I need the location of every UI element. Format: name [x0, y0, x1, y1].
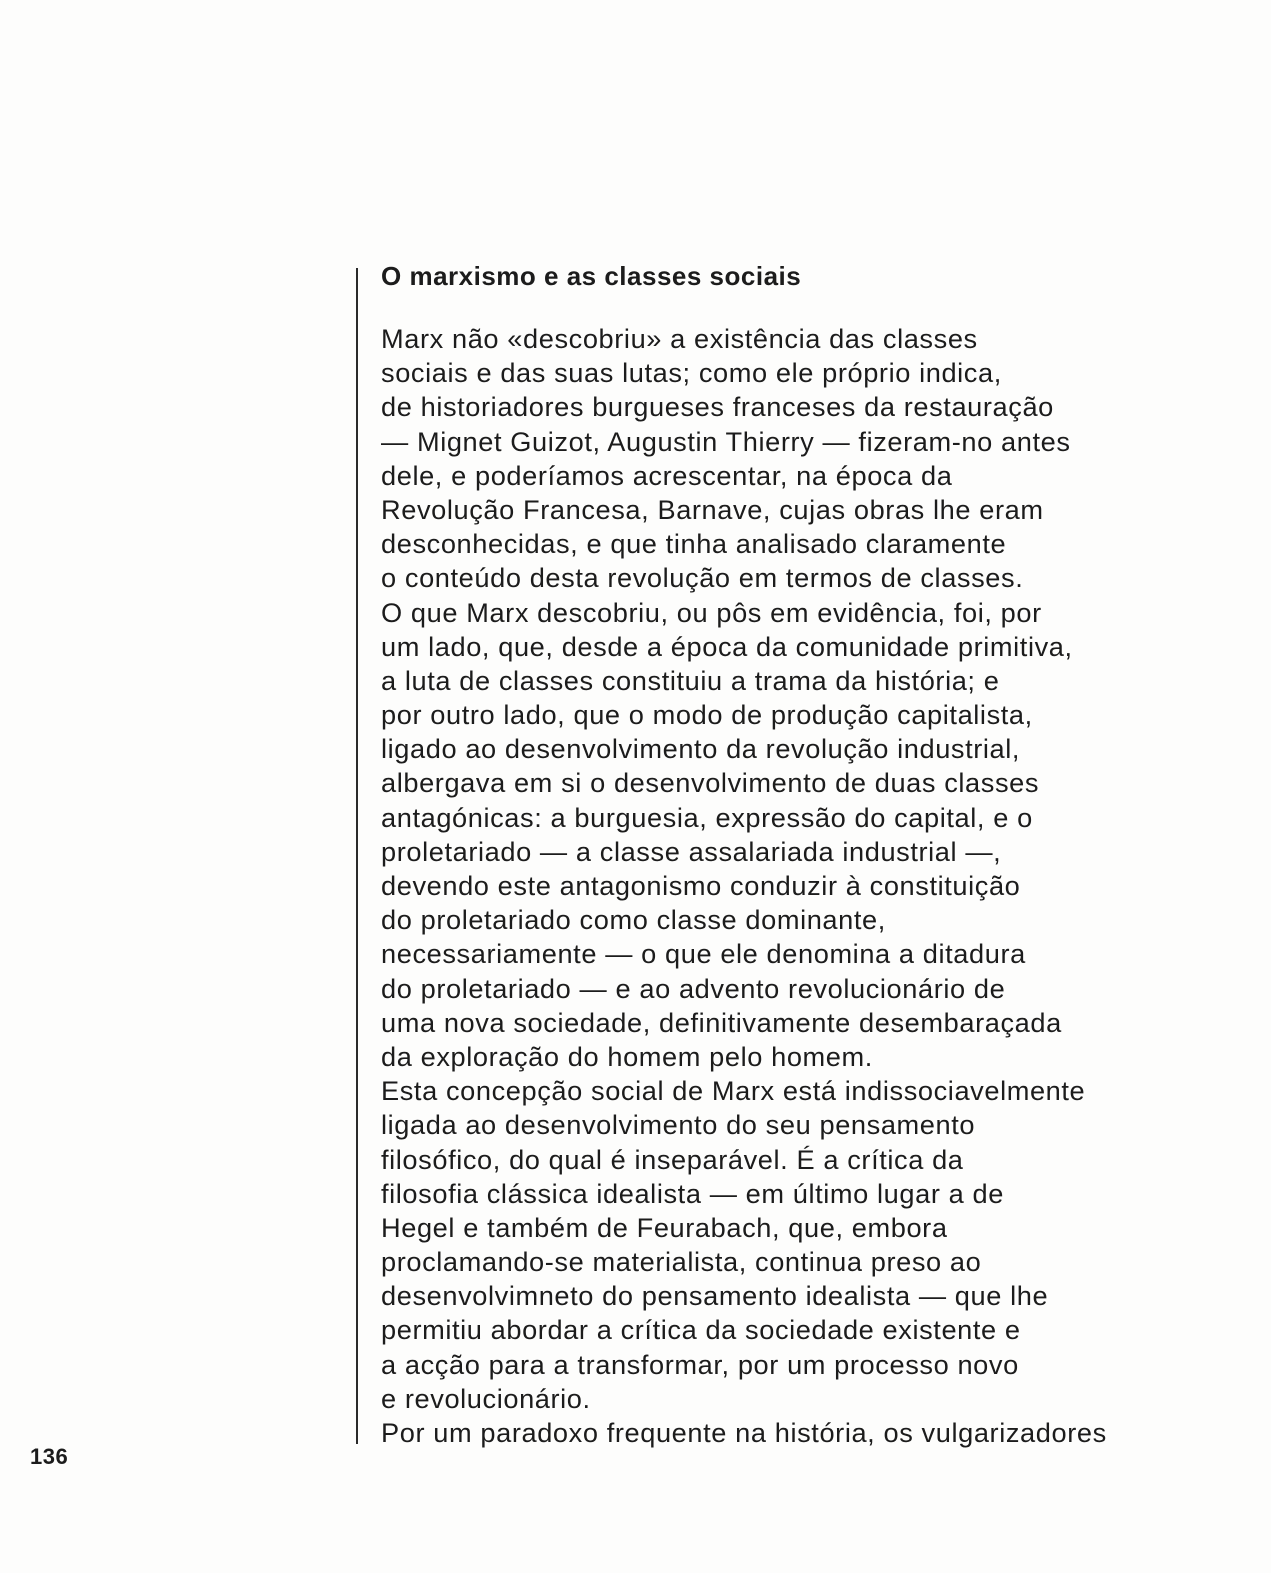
text-line: Marx não «descobriu» a existência das classes — [381, 323, 978, 354]
text-line: antagónicas: a burguesia, expressão do capital, e o — [381, 801, 1033, 833]
text-line: a luta de classes constituiu a trama da história; e — [381, 664, 1000, 696]
text-line: por outro lado, que o modo de produção capitalista, — [381, 699, 1033, 731]
text-column — [381, 252, 1216, 1450]
text-line: filosofia clássica idealista — em último lugar a de — [381, 1177, 1004, 1209]
text-line: do proletariado como classe dominante, — [381, 904, 886, 936]
text-line: albergava em si o desenvolvimento de duas classes — [381, 767, 1040, 799]
text-line: sociais e das suas lutas; como ele próprio indica, — [381, 357, 1002, 389]
text-line: uma nova sociedade, definitivamente desembaraçada — [381, 1006, 1062, 1038]
text-line: proletariado — a classe assalariada industrial —, — [381, 835, 1002, 867]
text-line: Hegel e também de Feurabach, que, embora — [381, 1211, 948, 1243]
text-line: proclamando-se materialista, continua preso ao — [381, 1246, 982, 1278]
text-line: devendo este antagonismo conduzir à constituição — [381, 870, 1021, 901]
text-line: desconhecidas, e que tinha analisado claramente — [381, 528, 1007, 560]
text-line: — Mignet Guizot, Augustin Thierry — fizeram-no antes — [381, 425, 1071, 457]
body-text — [381, 322, 1216, 1450]
text-line: de historiadores burgueses franceses da restauração — [381, 391, 1054, 423]
text-line: ligada ao desenvolvimento do seu pensamento — [381, 1109, 976, 1141]
text-line: permitiu abordar a crítica da sociedade existente e — [381, 1314, 1021, 1346]
text-line: a acção para a transformar, por um processo novo — [381, 1348, 1019, 1380]
text-line: e revolucionário. — [381, 1382, 591, 1414]
text-line: o conteúdo desta revolução em termos de classes. — [381, 562, 1024, 594]
text-line: Por um paradoxo frequente na história, os vulgarizadores — [381, 1417, 1107, 1448]
text-line: um lado, que, desde a época da comunidade primitiva, — [381, 630, 1073, 662]
text-line: necessariamente — o que ele denomina a ditadura — [381, 938, 1026, 970]
margin-rule — [356, 268, 358, 1444]
text-line: Esta concepção social de Marx está indissociavelmente — [381, 1075, 1086, 1107]
text-line: filosófico, do qual é inseparável. É a crítica da — [381, 1143, 964, 1175]
text-line: dele, e poderíamos acrescentar, na época da — [381, 459, 953, 491]
text-line: O que Marx descobriu, ou pôs em evidência, foi, por — [381, 596, 1042, 628]
text-line: da exploração do homem pelo homem. — [381, 1040, 873, 1072]
text-line: Revolução Francesa, Barnave, cujas obras lhe eram — [381, 493, 1044, 525]
text-line: do proletariado — e ao advento revolucionário de — [381, 972, 1006, 1004]
page-number: 136 — [30, 1444, 69, 1469]
section-heading: O marxismo e as classes sociais — [381, 261, 802, 291]
text-line: ligado ao desenvolvimento da revolução industrial, — [381, 733, 1021, 765]
text-line: desenvolvimneto do pensamento idealista — que lhe — [381, 1280, 1049, 1312]
